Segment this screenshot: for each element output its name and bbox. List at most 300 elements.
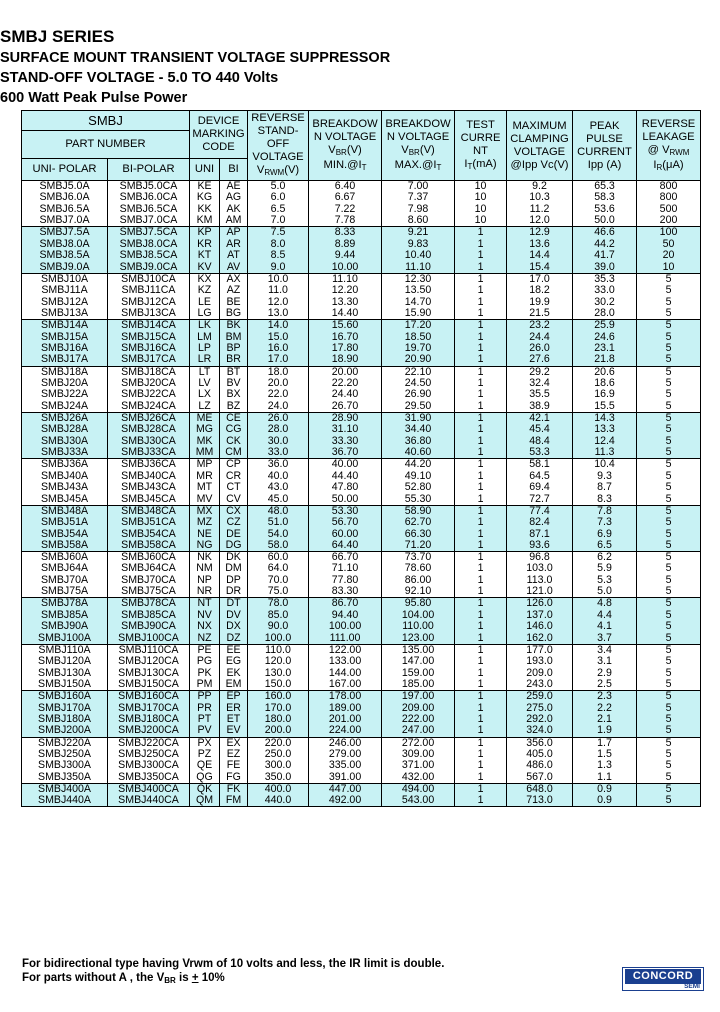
clamp-voltage-cell: 486.0 xyxy=(507,760,573,772)
vbr-min-cell: 335.00 xyxy=(309,760,382,772)
peak-current-cell: 65.3 xyxy=(573,181,637,193)
leakage-cell: 5 xyxy=(637,633,701,645)
bi-code-cell: FG xyxy=(220,772,248,784)
test-current-cell: 1 xyxy=(455,528,507,540)
bi-code-cell: AZ xyxy=(220,285,248,297)
peak-current-cell: 8.7 xyxy=(573,482,637,494)
peak-current-cell: 28.0 xyxy=(573,308,637,320)
test-current-cell: 1 xyxy=(455,505,507,517)
uni-code-cell: KX xyxy=(190,273,220,285)
bi-part-cell: SMBJ7.5CA xyxy=(108,227,190,239)
leakage-cell: 5 xyxy=(637,772,701,784)
clamp-voltage-cell: 177.0 xyxy=(507,644,573,656)
test-current-cell: 1 xyxy=(455,667,507,679)
bi-code-cell: DR xyxy=(220,586,248,598)
vbr-max-cell: 185.00 xyxy=(382,679,455,691)
leakage-cell: 5 xyxy=(637,436,701,448)
bi-part-cell: SMBJ6.5CA xyxy=(108,204,190,216)
bi-part-cell: SMBJ120CA xyxy=(108,656,190,668)
clamp-voltage-cell: 10.3 xyxy=(507,192,573,204)
bi-part-cell: SMBJ36CA xyxy=(108,459,190,471)
bi-code-cell: BR xyxy=(220,354,248,366)
uni-code-cell: MZ xyxy=(190,517,220,529)
clamp-voltage-cell: 324.0 xyxy=(507,725,573,737)
bi-part-cell: SMBJ51CA xyxy=(108,517,190,529)
table-row xyxy=(22,667,701,679)
leakage-cell: 5 xyxy=(637,598,701,610)
peak-current-cell: 20.6 xyxy=(573,366,637,378)
clamp-voltage-cell: 19.9 xyxy=(507,296,573,308)
bi-code-cell: DM xyxy=(220,563,248,575)
vbr-min-cell: 28.90 xyxy=(309,412,382,424)
series-title: SMBJ SERIES xyxy=(0,27,115,46)
uni-part-cell: SMBJ170A xyxy=(22,702,108,714)
vbr-min-cell: 9.44 xyxy=(309,250,382,262)
clamp-voltage-cell: 58.1 xyxy=(507,459,573,471)
vrwm-header: REVERSE STAND- OFF VOLTAGE $V_{RWM}(V)$ xyxy=(248,111,309,181)
bi-part-cell: SMBJ220CA xyxy=(108,737,190,749)
vbr-max-cell: 26.90 xyxy=(382,389,455,401)
vbr-max-cell: 73.70 xyxy=(382,552,455,564)
vrwm-cell: 54.0 xyxy=(248,528,309,540)
uni-part-cell: SMBJ350A xyxy=(22,772,108,784)
bi-part-cell: SMBJ110CA xyxy=(108,644,190,656)
table-row xyxy=(22,412,701,424)
vrwm-cell: 6.0 xyxy=(248,192,309,204)
uni-code-cell: LV xyxy=(190,378,220,390)
vrwm-cell: 17.0 xyxy=(248,354,309,366)
test-current-cell: 1 xyxy=(455,644,507,656)
leakage-cell: 5 xyxy=(637,517,701,529)
uni-part-cell: SMBJ250A xyxy=(22,749,108,761)
uni-code-cell: KG xyxy=(190,192,220,204)
vrwm-cell: 70.0 xyxy=(248,575,309,587)
clamp-voltage-cell: 38.9 xyxy=(507,401,573,413)
table-row xyxy=(22,366,701,378)
clamp-voltage-cell: 14.4 xyxy=(507,250,573,262)
vrwm-cell: 8.5 xyxy=(248,250,309,262)
table-row xyxy=(22,644,701,656)
peak-current-cell: 23.1 xyxy=(573,343,637,355)
leakage-cell: 5 xyxy=(637,378,701,390)
table-row xyxy=(22,285,701,297)
peak-current-cell: 2.1 xyxy=(573,714,637,726)
clamp-voltage-cell: 356.0 xyxy=(507,737,573,749)
clamp-voltage-cell: 12.9 xyxy=(507,227,573,239)
leakage-cell: 5 xyxy=(637,482,701,494)
vbr-min-cell: 111.00 xyxy=(309,633,382,645)
vbr-min-cell: 14.40 xyxy=(309,308,382,320)
uni-part-cell: SMBJ28A xyxy=(22,424,108,436)
uni-code-cell: PE xyxy=(190,644,220,656)
peak-current-cell: 6.2 xyxy=(573,552,637,564)
peak-current-cell: 25.9 xyxy=(573,320,637,332)
uni-part-cell: SMBJ13A xyxy=(22,308,108,320)
bi-part-cell: SMBJ78CA xyxy=(108,598,190,610)
uni-part-cell: SMBJ7.0A xyxy=(22,215,108,227)
vrwm-cell: 350.0 xyxy=(248,772,309,784)
bi-code-cell: BK xyxy=(220,320,248,332)
vrwm-cell: 30.0 xyxy=(248,436,309,448)
bi-code-cell: EM xyxy=(220,679,248,691)
peak-current-cell: 16.9 xyxy=(573,389,637,401)
vbr-min-cell: 83.30 xyxy=(309,586,382,598)
leakage-cell: 5 xyxy=(637,760,701,772)
leakage-cell: 5 xyxy=(637,644,701,656)
vbr-min-cell: 246.00 xyxy=(309,737,382,749)
vbr-min-cell: 47.80 xyxy=(309,482,382,494)
vbr-max-cell: 309.00 xyxy=(382,749,455,761)
bi-code-header: BI xyxy=(220,159,248,181)
vbr-min-cell: 492.00 xyxy=(309,795,382,807)
bi-code-cell: BV xyxy=(220,378,248,390)
vrwm-cell: 40.0 xyxy=(248,470,309,482)
bi-code-cell: EG xyxy=(220,656,248,668)
uni-part-cell: SMBJ8.5A xyxy=(22,250,108,262)
vbr-max-cell: 14.70 xyxy=(382,296,455,308)
bi-part-cell: SMBJ60CA xyxy=(108,552,190,564)
bi-part-cell: SMBJ160CA xyxy=(108,691,190,703)
vrwm-cell: 13.0 xyxy=(248,308,309,320)
clamp-voltage-cell: 9.2 xyxy=(507,181,573,193)
test-current-cell: 1 xyxy=(455,320,507,332)
bi-part-cell: SMBJ45CA xyxy=(108,494,190,506)
bi-code-cell: CM xyxy=(220,447,248,459)
clamp-voltage-cell: 405.0 xyxy=(507,749,573,761)
table-row xyxy=(22,598,701,610)
leakage-cell: 5 xyxy=(637,494,701,506)
vbr-max-cell: 95.80 xyxy=(382,598,455,610)
bi-polar-header: BI-POLAR xyxy=(108,159,190,181)
clamp-voltage-cell: 24.4 xyxy=(507,331,573,343)
vbr-max-cell: 543.00 xyxy=(382,795,455,807)
table-row xyxy=(22,215,701,227)
table-row xyxy=(22,447,701,459)
peak-current-cell: 2.2 xyxy=(573,702,637,714)
peak-current-cell: 5.3 xyxy=(573,575,637,587)
bi-part-cell: SMBJ58CA xyxy=(108,540,190,552)
test-current-cell: 1 xyxy=(455,598,507,610)
test-current-cell: 1 xyxy=(455,378,507,390)
vrwm-cell: 170.0 xyxy=(248,702,309,714)
uni-code-cell: KZ xyxy=(190,285,220,297)
peak-current-cell: 4.8 xyxy=(573,598,637,610)
clamp-voltage-cell: 26.0 xyxy=(507,343,573,355)
bi-code-cell: DV xyxy=(220,609,248,621)
vbr-min-cell: 122.00 xyxy=(309,644,382,656)
test-current-cell: 10 xyxy=(455,192,507,204)
peak-current-cell: 21.8 xyxy=(573,354,637,366)
vrwm-cell: 200.0 xyxy=(248,725,309,737)
bi-code-cell: DZ xyxy=(220,633,248,645)
clamp-voltage-cell: 45.4 xyxy=(507,424,573,436)
uni-part-cell: SMBJ100A xyxy=(22,633,108,645)
vbr-min-cell: 71.10 xyxy=(309,563,382,575)
table-row xyxy=(22,760,701,772)
bi-part-cell: SMBJ90CA xyxy=(108,621,190,633)
vrwm-cell: 75.0 xyxy=(248,586,309,598)
vrwm-cell: 5.0 xyxy=(248,181,309,193)
test-current-cell: 1 xyxy=(455,552,507,564)
vbr-min-cell: 189.00 xyxy=(309,702,382,714)
vbr-min-cell: 133.00 xyxy=(309,656,382,668)
clamp-voltage-cell: 96.8 xyxy=(507,552,573,564)
test-current-cell: 1 xyxy=(455,795,507,807)
bi-part-cell: SMBJ200CA xyxy=(108,725,190,737)
bi-part-cell: SMBJ64CA xyxy=(108,563,190,575)
table-row xyxy=(22,505,701,517)
vbr-max-cell: 34.40 xyxy=(382,424,455,436)
uni-part-cell: SMBJ300A xyxy=(22,760,108,772)
peak-current-cell: 5.9 xyxy=(573,563,637,575)
vrwm-cell: 150.0 xyxy=(248,679,309,691)
uni-part-cell: SMBJ17A xyxy=(22,354,108,366)
bi-code-cell: AP xyxy=(220,227,248,239)
bi-code-cell: CX xyxy=(220,505,248,517)
table-row xyxy=(22,250,701,262)
table-row xyxy=(22,273,701,285)
bi-part-cell: SMBJ13CA xyxy=(108,308,190,320)
peak-current-cell: 58.3 xyxy=(573,192,637,204)
uni-part-cell: SMBJ51A xyxy=(22,517,108,529)
test-current-cell: 1 xyxy=(455,470,507,482)
vbr-min-cell: 44.40 xyxy=(309,470,382,482)
peak-current-cell: 4.1 xyxy=(573,621,637,633)
leakage-header: REVERSE LEAKAGE @ $V_{RWM}$ $I_R(\mu A)$ xyxy=(637,111,701,181)
uni-code-cell: LG xyxy=(190,308,220,320)
vbr-max-cell: 49.10 xyxy=(382,470,455,482)
vrwm-cell: 20.0 xyxy=(248,378,309,390)
uni-code-cell: MG xyxy=(190,424,220,436)
table-row xyxy=(22,725,701,737)
table-row xyxy=(22,262,701,274)
peak-current-cell: 10.4 xyxy=(573,459,637,471)
leakage-cell: 5 xyxy=(637,320,701,332)
clamp-voltage-cell: 648.0 xyxy=(507,783,573,795)
peak-current-cell: 2.3 xyxy=(573,691,637,703)
bi-part-cell: SMBJ180CA xyxy=(108,714,190,726)
vrwm-cell: 8.0 xyxy=(248,238,309,250)
vbr-min-cell: 6.40 xyxy=(309,181,382,193)
vbr-min-cell: 17.80 xyxy=(309,343,382,355)
leakage-cell: 5 xyxy=(637,354,701,366)
vbr-min-cell: 13.30 xyxy=(309,296,382,308)
test-current-cell: 1 xyxy=(455,366,507,378)
table-row xyxy=(22,540,701,552)
uni-code-cell: NR xyxy=(190,586,220,598)
vbr-min-cell: 22.20 xyxy=(309,378,382,390)
vbr-max-cell: 62.70 xyxy=(382,517,455,529)
clamp-voltage-cell: 87.1 xyxy=(507,528,573,540)
vbr-min-cell: 178.00 xyxy=(309,691,382,703)
vbr-max-cell: 31.90 xyxy=(382,412,455,424)
uni-part-cell: SMBJ40A xyxy=(22,470,108,482)
uni-code-cell: MK xyxy=(190,436,220,448)
leakage-cell: 5 xyxy=(637,296,701,308)
bi-part-cell: SMBJ20CA xyxy=(108,378,190,390)
clamp-voltage-cell: 29.2 xyxy=(507,366,573,378)
bi-code-cell: ER xyxy=(220,702,248,714)
uni-part-cell: SMBJ8.0A xyxy=(22,238,108,250)
leakage-cell: 5 xyxy=(637,586,701,598)
peak-current-cell: 15.5 xyxy=(573,401,637,413)
table-row xyxy=(22,737,701,749)
leakage-cell: 5 xyxy=(637,725,701,737)
bi-code-cell: BG xyxy=(220,308,248,320)
test-current-cell: 1 xyxy=(455,447,507,459)
peak-current-cell: 6.9 xyxy=(573,528,637,540)
peak-current-cell: 44.2 xyxy=(573,238,637,250)
peak-current-cell: 46.6 xyxy=(573,227,637,239)
vrwm-cell: 85.0 xyxy=(248,609,309,621)
test-current-cell: 1 xyxy=(455,308,507,320)
vbr-min-cell: 36.70 xyxy=(309,447,382,459)
table-row xyxy=(22,772,701,784)
bi-code-cell: CV xyxy=(220,494,248,506)
vbr-max-cell: 123.00 xyxy=(382,633,455,645)
clamp-voltage-cell: 32.4 xyxy=(507,378,573,390)
test-current-cell: 1 xyxy=(455,273,507,285)
vrwm-cell: 180.0 xyxy=(248,714,309,726)
peak-current-cell: 39.0 xyxy=(573,262,637,274)
vbr-max-cell: 24.50 xyxy=(382,378,455,390)
test-current-cell: 1 xyxy=(455,609,507,621)
leakage-cell: 5 xyxy=(637,737,701,749)
leakage-cell: 5 xyxy=(637,401,701,413)
table-row xyxy=(22,227,701,239)
leakage-cell: 5 xyxy=(637,528,701,540)
test-current-cell: 1 xyxy=(455,563,507,575)
vrwm-cell: 43.0 xyxy=(248,482,309,494)
bi-part-cell: SMBJ40CA xyxy=(108,470,190,482)
uni-part-cell: SMBJ90A xyxy=(22,621,108,633)
bi-part-cell: SMBJ8.5CA xyxy=(108,250,190,262)
bi-code-cell: DE xyxy=(220,528,248,540)
leakage-cell: 5 xyxy=(637,783,701,795)
clamp-voltage-cell: 13.6 xyxy=(507,238,573,250)
vrwm-cell: 78.0 xyxy=(248,598,309,610)
peak-current-cell: 1.7 xyxy=(573,737,637,749)
test-current-cell: 1 xyxy=(455,656,507,668)
vrwm-cell: 64.0 xyxy=(248,563,309,575)
bi-code-cell: DK xyxy=(220,552,248,564)
test-current-cell: 1 xyxy=(455,714,507,726)
table-row xyxy=(22,482,701,494)
vbr-max-cell: 86.00 xyxy=(382,575,455,587)
clamp-voltage-cell: 42.1 xyxy=(507,412,573,424)
peak-current-cell: 24.6 xyxy=(573,331,637,343)
uni-polar-header: UNI- POLAR xyxy=(22,159,108,181)
peak-current-cell: 0.9 xyxy=(573,783,637,795)
uni-part-cell: SMBJ7.5A xyxy=(22,227,108,239)
peak-current-cell: 2.5 xyxy=(573,679,637,691)
vrwm-cell: 16.0 xyxy=(248,343,309,355)
test-current-cell: 1 xyxy=(455,238,507,250)
table-row xyxy=(22,378,701,390)
leakage-cell: 5 xyxy=(637,366,701,378)
table-row xyxy=(22,204,701,216)
bi-part-cell: SMBJ9.0CA xyxy=(108,262,190,274)
table-row xyxy=(22,343,701,355)
uni-code-cell: KK xyxy=(190,204,220,216)
uni-code-cell: LP xyxy=(190,343,220,355)
uni-part-cell: SMBJ30A xyxy=(22,436,108,448)
clamp-voltage-cell: 48.4 xyxy=(507,436,573,448)
table-row xyxy=(22,389,701,401)
table-row xyxy=(22,691,701,703)
bi-part-cell: SMBJ85CA xyxy=(108,609,190,621)
bi-part-cell: SMBJ43CA xyxy=(108,482,190,494)
uni-part-cell: SMBJ180A xyxy=(22,714,108,726)
test-current-cell: 1 xyxy=(455,436,507,448)
test-current-cell: 1 xyxy=(455,262,507,274)
clamp-voltage-cell: 53.3 xyxy=(507,447,573,459)
bi-code-cell: DT xyxy=(220,598,248,610)
vbr-max-cell: 44.20 xyxy=(382,459,455,471)
bi-part-cell: SMBJ24CA xyxy=(108,401,190,413)
leakage-cell: 5 xyxy=(637,609,701,621)
uni-part-cell: SMBJ70A xyxy=(22,575,108,587)
peak-current-header: PEAK PULSE CURRENT Ipp (A) xyxy=(573,111,637,181)
bi-part-cell: SMBJ48CA xyxy=(108,505,190,517)
leakage-cell: 5 xyxy=(637,343,701,355)
voltage-range-line: STAND-OFF VOLTAGE - 5.0 TO 440 Volts xyxy=(0,70,279,86)
vbr-max-cell: 40.60 xyxy=(382,447,455,459)
vbr-min-cell: 144.00 xyxy=(309,667,382,679)
footnote-tolerance: For parts without A , the $V_{BR}$ is + 10% xyxy=(22,972,225,985)
vbr-max-cell: 12.30 xyxy=(382,273,455,285)
uni-code-cell: NT xyxy=(190,598,220,610)
clamp-voltage-cell: 18.2 xyxy=(507,285,573,297)
uni-part-cell: SMBJ11A xyxy=(22,285,108,297)
vrwm-cell: 110.0 xyxy=(248,644,309,656)
bi-code-cell: AG xyxy=(220,192,248,204)
peak-current-cell: 3.7 xyxy=(573,633,637,645)
uni-code-cell: PM xyxy=(190,679,220,691)
vrwm-cell: 58.0 xyxy=(248,540,309,552)
clamp-voltage-cell: 146.0 xyxy=(507,621,573,633)
vbr-max-cell: 7.00 xyxy=(382,181,455,193)
test-current-cell: 1 xyxy=(455,343,507,355)
vbr-max-cell: 58.90 xyxy=(382,505,455,517)
vrwm-cell: 90.0 xyxy=(248,621,309,633)
vbr-max-cell: 11.10 xyxy=(382,262,455,274)
bi-code-cell: EK xyxy=(220,667,248,679)
table-row xyxy=(22,795,701,807)
vbr-min-cell: 33.30 xyxy=(309,436,382,448)
bi-code-cell: CP xyxy=(220,459,248,471)
bi-code-cell: BP xyxy=(220,343,248,355)
bi-code-cell: ET xyxy=(220,714,248,726)
test-current-cell: 1 xyxy=(455,285,507,297)
vbr-max-cell: 13.50 xyxy=(382,285,455,297)
table-row xyxy=(22,749,701,761)
table-row xyxy=(22,656,701,668)
uni-code-cell: PZ xyxy=(190,749,220,761)
vbr-max-cell: 159.00 xyxy=(382,667,455,679)
vbr-max-cell: 20.90 xyxy=(382,354,455,366)
leakage-cell: 5 xyxy=(637,575,701,587)
bi-code-cell: CK xyxy=(220,436,248,448)
uni-code-cell: LT xyxy=(190,366,220,378)
peak-current-cell: 12.4 xyxy=(573,436,637,448)
bi-part-cell: SMBJ15CA xyxy=(108,331,190,343)
test-current-cell: 1 xyxy=(455,459,507,471)
vrwm-cell: 15.0 xyxy=(248,331,309,343)
uni-part-cell: SMBJ24A xyxy=(22,401,108,413)
test-current-cell: 1 xyxy=(455,749,507,761)
uni-code-cell: PG xyxy=(190,656,220,668)
